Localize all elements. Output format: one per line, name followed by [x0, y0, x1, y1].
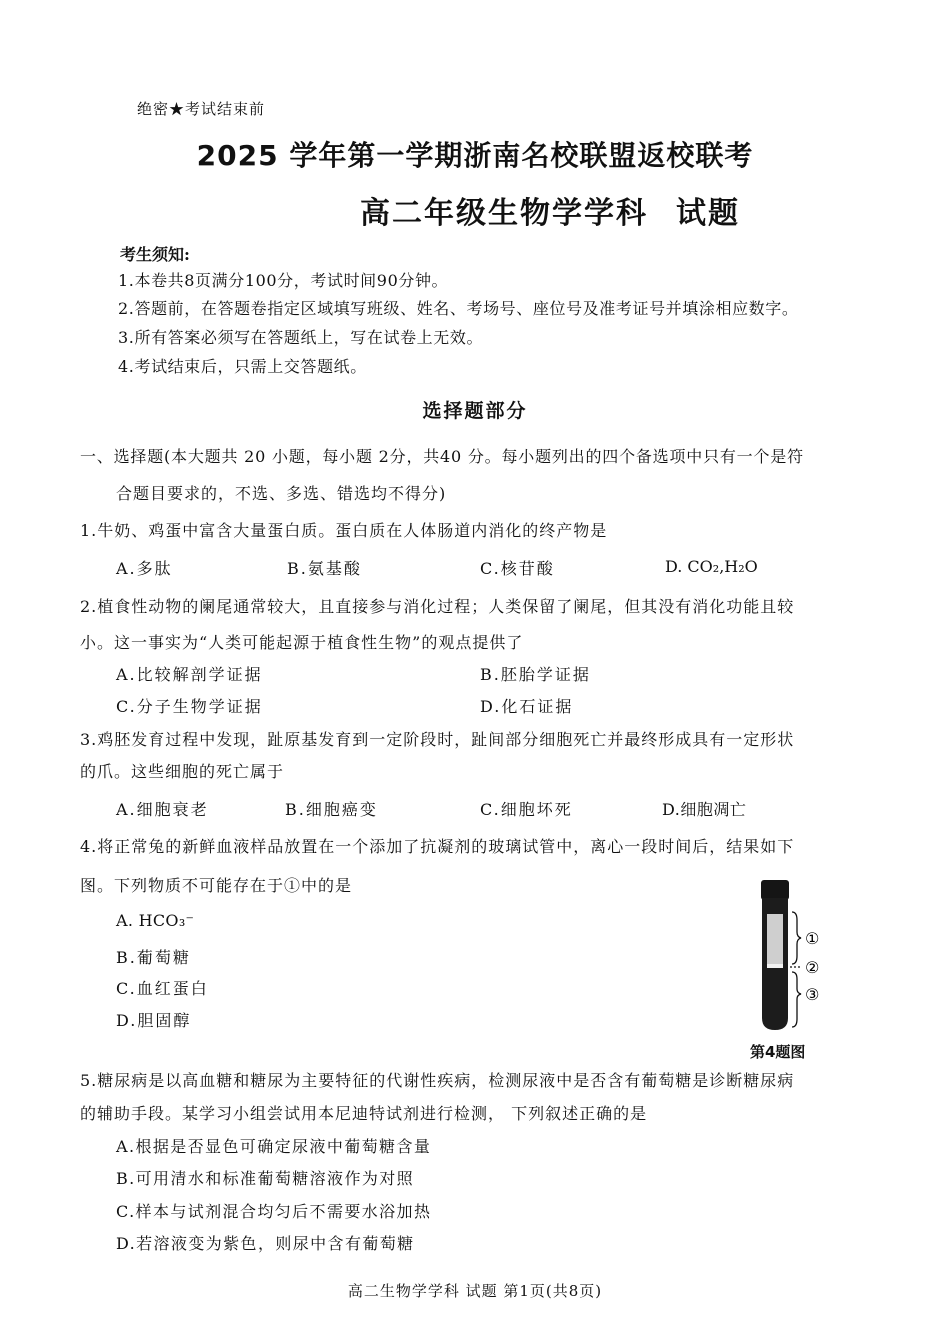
question-5-stem-cont: 的辅助手段。某学习小组尝试用本尼迪特试剂进行检测， 下列叙述正确的是: [80, 1104, 648, 1123]
q2-option-a: A.比较解剖学证据: [116, 665, 263, 684]
notice-item: 2.答题前，在答题卷指定区域填写班级、姓名、考场号、座位号及准考证号并填涂相应数字。: [118, 299, 799, 318]
buffy-coat-layer: [767, 964, 783, 968]
brace-3: [792, 972, 801, 1027]
part-instructions: 一、选择题(本大题共 20 小题，每小题 2分，共40 分。每小题列出的四个备选项中只有一个是符: [80, 447, 804, 466]
layer-label-3: ③: [805, 985, 820, 1004]
q2-option-b: B.胚胎学证据: [480, 665, 591, 684]
centrifuge-tube-figure: [748, 876, 838, 1036]
layer-label-1: ①: [805, 929, 820, 948]
q4-option-c: C.血红蛋白: [116, 979, 209, 998]
q4-option-b: B.葡萄糖: [116, 948, 191, 967]
notice-item: 3.所有答案必须写在答题纸上，写在试卷上无效。: [118, 328, 484, 347]
q1-option-a: A.多肽: [116, 559, 173, 578]
notice-item: 1.本卷共8页满分100分，考试时间90分钟。: [118, 271, 449, 290]
q3-option-a: A.细胞衰老: [116, 800, 209, 819]
tube-cap: [761, 880, 789, 900]
subject-label: 高二年级生物学学科: [360, 196, 648, 231]
question-3-stem: 3.鸡胚发育过程中发现，趾原基发育到一定阶段时，趾间部分细胞死亡并最终形成具有一定形状: [80, 730, 795, 749]
question-4-stem-cont: 图。下列物质不可能存在于①中的是: [80, 876, 353, 895]
q4-option-a: A. HCO₃⁻: [116, 911, 195, 930]
question-1-stem: 1.牛奶、鸡蛋中富含大量蛋白质。蛋白质在人体肠道内消化的终产物是: [80, 521, 608, 540]
q5-option-d: D.若溶液变为紫色，则尿中含有葡萄糖: [116, 1234, 415, 1253]
section-title: 选择题部分: [422, 400, 528, 422]
test-tube-icon: [761, 880, 789, 1030]
question-3-stem-cont: 的爪。这些细胞的死亡属于: [80, 762, 285, 781]
q1-option-b: B.氨基酸: [287, 559, 362, 578]
q3-option-c: C.细胞坏死: [480, 800, 573, 819]
question-2-stem: 2.植食性动物的阑尾通常较大，且直接参与消化过程；人类保留了阑尾，但其没有消化功能且较: [80, 597, 795, 616]
page-footer: 高二生物学学科 试题 第1页(共8页): [347, 1282, 603, 1300]
brace-1: [792, 912, 801, 964]
notice-item: 4.考试结束后，只需上交答题纸。: [118, 357, 367, 376]
q4-option-d: D.胆固醇: [116, 1011, 192, 1030]
notice-title: 考生须知:: [120, 245, 190, 264]
exam-subtitle: [360, 188, 740, 232]
q1-option-d: D. CO₂,H₂O: [665, 557, 758, 576]
confidential-mark: 绝密★考试结束前: [137, 100, 266, 118]
paper-type-label: 试题: [676, 196, 740, 231]
exam-title: 2025 学年第一学期浙南名校联盟返校联考: [196, 139, 754, 172]
q5-option-a: A.根据是否显色可确定尿液中葡萄糖含量: [116, 1137, 432, 1156]
layer-label-2: ②: [805, 958, 820, 977]
plasma-layer: [767, 914, 783, 964]
q1-option-c: C.核苷酸: [480, 559, 555, 578]
q3-option-b: B.细胞癌变: [285, 800, 378, 819]
question-5-stem: 5.糖尿病是以高血糖和糖尿为主要特征的代谢性疾病，检测尿液中是否含有葡萄糖是诊断糖尿病: [80, 1071, 795, 1090]
q5-option-c: C.样本与试剂混合均匀后不需要水浴加热: [116, 1202, 432, 1221]
question-2-stem-cont: 小。这一事实为“人类可能起源于植食性生物”的观点提供了: [80, 633, 524, 652]
q5-option-b: B.可用清水和标准葡萄糖溶液作为对照: [116, 1169, 415, 1188]
figure-caption: 第4题图: [750, 1043, 806, 1061]
part-instructions-cont: 合题目要求的，不选、多选、错选均不得分): [116, 484, 447, 503]
q2-option-d: D.化石证据: [480, 697, 574, 716]
question-4-stem: 4.将正常兔的新鲜血液样品放置在一个添加了抗凝剂的玻璃试管中，离心一段时间后，结果如下: [80, 837, 795, 856]
q2-option-c: C.分子生物学证据: [116, 697, 263, 716]
q3-option-d: D.细胞凋亡: [662, 800, 747, 819]
